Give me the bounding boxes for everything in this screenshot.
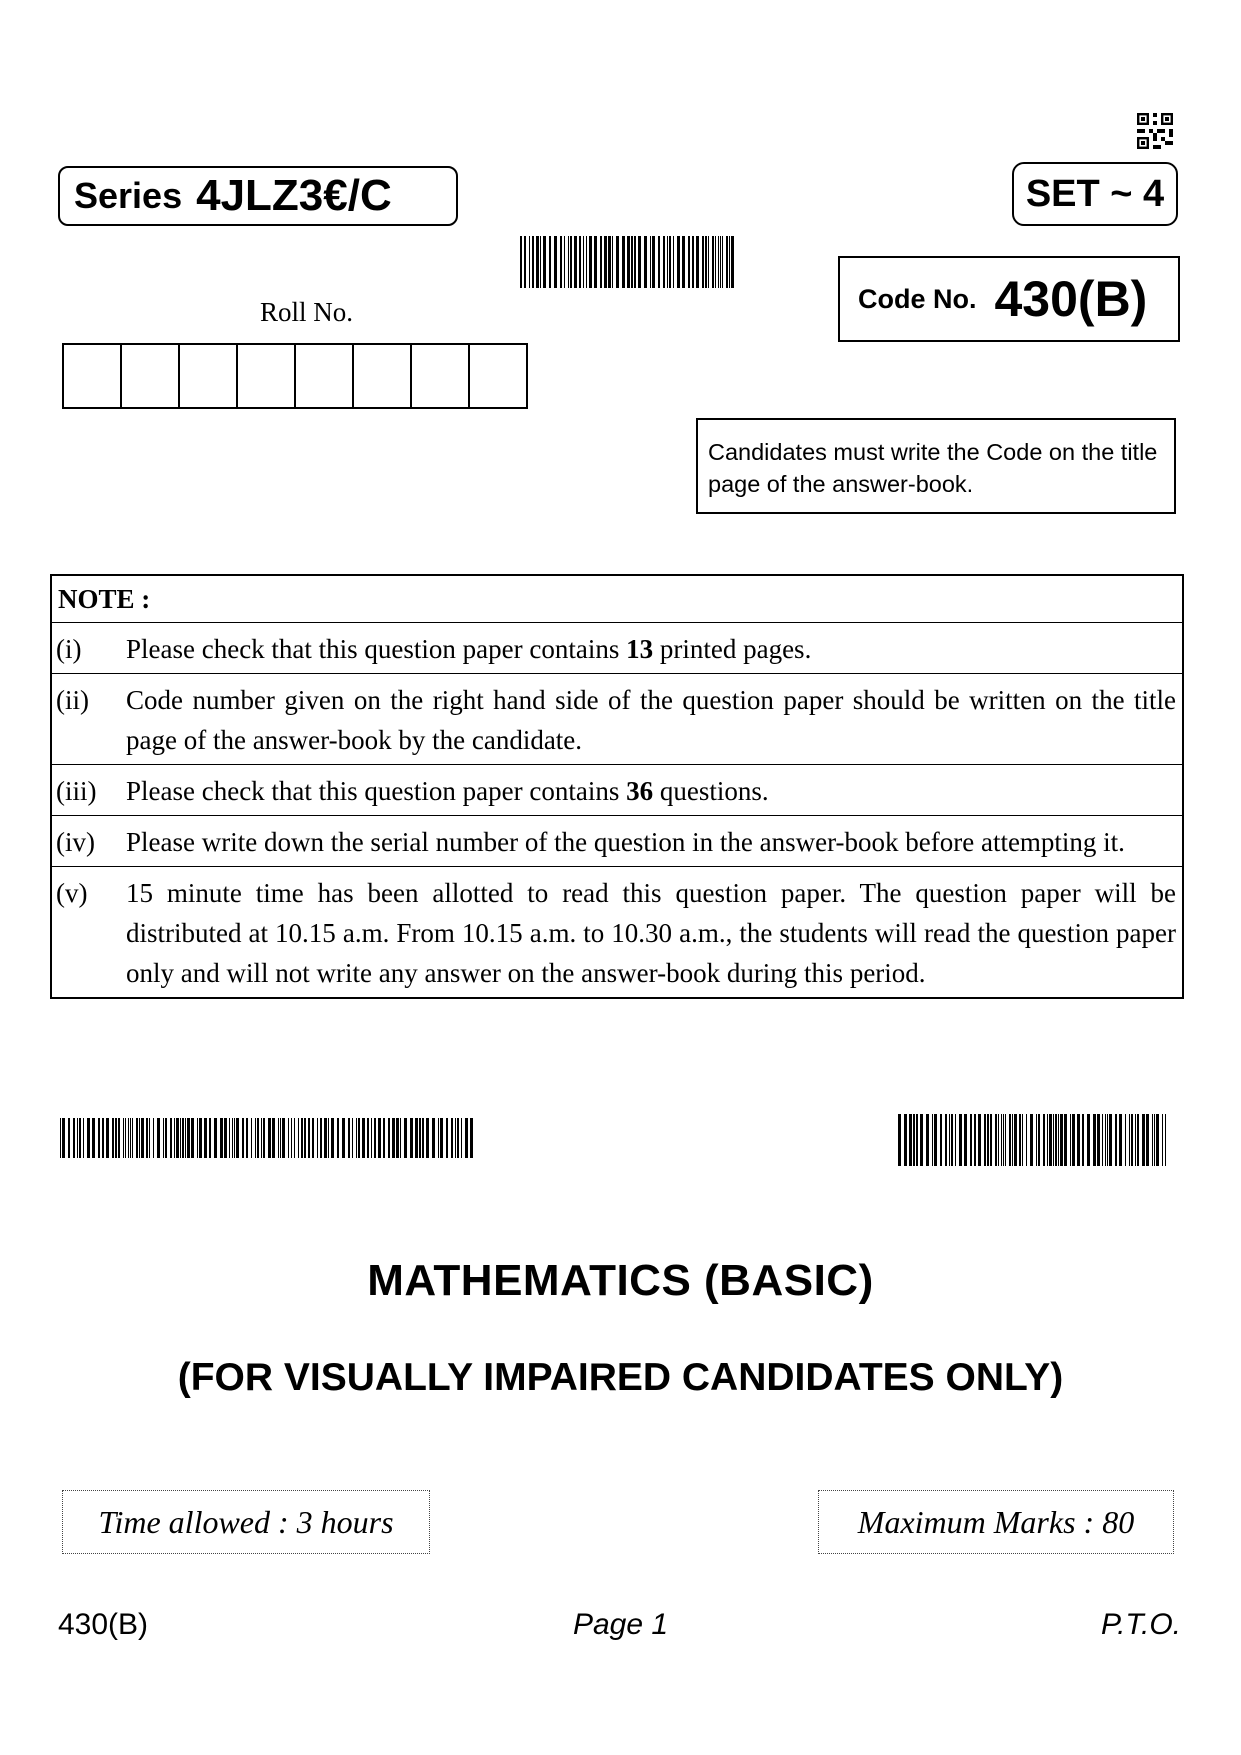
note-item [52,765,1182,816]
subject-title: MATHEMATICS (BASIC) [367,1256,874,1305]
roll-no-cell[interactable] [180,345,238,407]
note-item [52,867,1182,997]
roll-no-label: Roll No. [260,297,354,327]
note-item-text: Please check that this question paper contains 13 printed pages. [126,634,812,664]
time-allowed [62,1490,430,1554]
roll-no-cell[interactable] [64,345,122,407]
roll-no-cell[interactable] [296,345,354,407]
note-item-number: (iv) [56,827,95,857]
note-item-number: (v) [56,878,88,908]
code-instruction: Candidates must write the Code on the title page of the answer-book. [696,418,1176,514]
roll-no-cell[interactable] [470,345,526,407]
code-value: 430(B) [994,271,1148,327]
roll-no-cell[interactable] [412,345,470,407]
maximum-marks [818,1490,1174,1554]
maximum-marks-text: Maximum Marks : 80 [857,1503,1135,1540]
note-item-text: Please write down the serial number of the question in the answer-book before attempting it. [126,827,1125,857]
footer-code: 430(B) [58,1608,149,1641]
note-item-number: (ii) [56,685,89,715]
subject-subtitle: (FOR VISUALLY IMPAIRED CANDIDATES ONLY) [177,1356,1064,1399]
footer-page: Page 1 [572,1608,669,1641]
series-label: Series [74,175,183,216]
note-item-text: Code number given on the right hand side of the question paper should be written on the title page of the answer-book by the candidate. [126,685,1176,755]
set-label: SET ~ 4 [1025,172,1165,215]
barcode-icon [60,1118,476,1158]
note-item [52,623,1182,674]
note-item-number: (i) [56,634,82,664]
roll-no-cell[interactable] [354,345,412,407]
note-item-number: (iii) [56,776,97,806]
note-item-text: 15 minute time has been allotted to read this question paper. The question paper will be distributed at 10.15 a.m. From 10.15 a.m. to 10.30 a.m., the students will read the question paper only and will not write any answer on the answer-book during this period. [126,878,1176,988]
note-table [50,574,1184,999]
set-box [1012,162,1178,226]
note-heading: NOTE : [52,576,1182,623]
code-box [838,256,1180,342]
roll-no-boxes[interactable] [62,343,528,409]
note-item [52,816,1182,867]
note-item-text: Please check that this question paper contains 36 questions. [126,776,769,806]
barcode-icon [520,236,736,288]
qr-code-icon [1137,113,1173,149]
roll-no-cell[interactable] [238,345,296,407]
roll-no-cell[interactable] [122,345,180,407]
code-label: Code No. [858,283,977,314]
series-box [58,166,458,226]
series-code: 4JLZ3€/C [196,171,392,220]
note-item [52,674,1182,765]
time-allowed-text: Time allowed : 3 hours [98,1503,394,1540]
footer-pto: P.T.O. [1100,1608,1181,1641]
barcode-icon [898,1114,1168,1166]
